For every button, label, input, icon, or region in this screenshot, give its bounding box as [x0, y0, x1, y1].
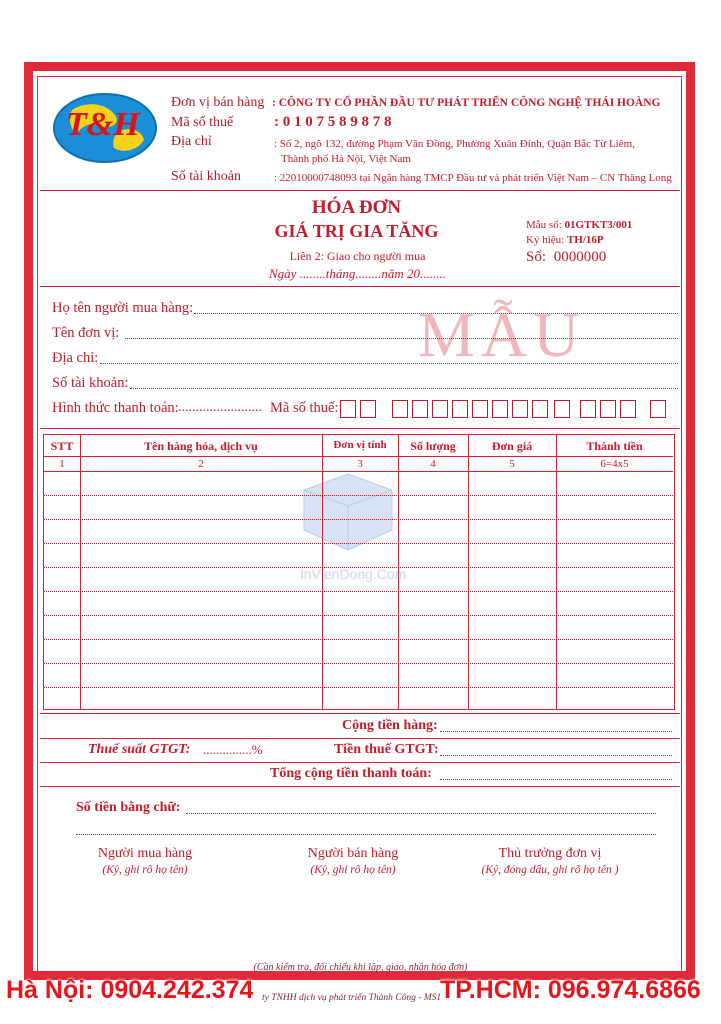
- seller-signature-title: Người bán hàng: [307, 846, 399, 861]
- buyer-unit-field[interactable]: [125, 338, 678, 339]
- vat-amount-label: Tiền thuế GTGT:: [334, 742, 439, 757]
- buyer-account-label: Số tài khoản:: [52, 375, 129, 391]
- subtotal-label: Cộng tiền hàng:: [342, 718, 438, 733]
- tax-digit-box[interactable]: [492, 400, 508, 418]
- totals-top-line: [40, 713, 680, 714]
- tax-digit-box[interactable]: [452, 400, 468, 418]
- tax-digit-box[interactable]: [512, 400, 528, 418]
- seller-account-label: Số tài khoản: [171, 169, 241, 184]
- symbol-value: TH/16P: [566, 234, 604, 246]
- company-logo: [52, 92, 158, 164]
- amount-words-field-2[interactable]: [76, 834, 656, 835]
- index-amount: 6=4x5: [600, 458, 629, 470]
- hanoi-phone: Hà Nội: 0904.242.374: [6, 976, 254, 1004]
- invoice-number-value: 0000000: [553, 249, 607, 265]
- seller-address-line1: : Số 2, ngõ 132, đường Phạm Văn Đồng, Phường Xuân Đỉnh, Quận Bắc Từ Liêm,: [274, 138, 635, 150]
- payment-method-field[interactable]: ........................: [178, 400, 262, 415]
- vat-amount-field[interactable]: [440, 755, 672, 756]
- vat-rate-label: Thuế suất GTGT:: [88, 742, 191, 757]
- symbol: [526, 234, 604, 246]
- index-unit: 3: [357, 458, 363, 470]
- col-line: [556, 435, 557, 709]
- table-row[interactable]: [44, 519, 673, 520]
- vat-rate-field[interactable]: ...............%: [203, 742, 263, 757]
- tax-digit-box[interactable]: [412, 400, 428, 418]
- table-row[interactable]: [44, 615, 673, 616]
- subtotal-field[interactable]: [440, 731, 672, 732]
- table-row[interactable]: [44, 495, 673, 496]
- logo-text: T&H: [66, 106, 140, 143]
- form-number: [526, 219, 632, 231]
- amount-words-field[interactable]: [186, 813, 656, 814]
- tax-digit-box[interactable]: [620, 400, 636, 418]
- buyer-address-field[interactable]: [100, 363, 678, 364]
- table-row[interactable]: [44, 663, 673, 664]
- tax-digit-box[interactable]: [360, 400, 376, 418]
- col-line: [80, 435, 81, 709]
- totals-line-3: [40, 762, 680, 763]
- seller-tax-code: : 0 1 0 7 5 8 9 8 7 8: [274, 114, 392, 130]
- hcm-phone: TP.HCM: 096.974.6866: [440, 976, 701, 1004]
- table-index-line: [44, 471, 673, 472]
- invoice-copy-note: Liên 2: Giao cho người mua: [289, 249, 426, 263]
- printer-credit: ty TNHH dịch vụ phát triển Thành Công - MS1: [262, 993, 442, 1003]
- header-unit: Đơn vị tính: [333, 439, 387, 451]
- buyer-divider: [40, 428, 680, 429]
- watermark-site: InVienDong.Com: [300, 566, 407, 582]
- buyer-unit-label: Tên đơn vị:: [52, 325, 120, 341]
- table-header-line: [44, 456, 673, 457]
- tax-digit-box[interactable]: [650, 400, 666, 418]
- watermark-mau: MẪU: [418, 299, 586, 370]
- head-signature-title: Thủ trưởng đơn vị: [498, 846, 602, 861]
- seller-tax-label: Mã số thuế: [171, 115, 234, 130]
- buyer-tax-label: Mã số thuế:: [270, 400, 339, 416]
- header-stt: STT: [50, 439, 74, 453]
- header-goods: Tên hàng hóa, dịch vụ: [144, 439, 258, 453]
- invoice-subtitle: GIÁ TRỊ GIA TĂNG: [274, 221, 439, 241]
- buyer-signature-note: (Ký, ghi rõ họ tên): [102, 864, 188, 876]
- tax-digit-box[interactable]: [392, 400, 408, 418]
- footer-note: (Cần kiểm tra, đối chiếu khi lập, giao, nhận hóa đơn): [253, 962, 468, 973]
- invoice-number: [526, 249, 606, 266]
- index-stt: 1: [59, 458, 65, 470]
- tax-digit-box[interactable]: [554, 400, 570, 418]
- col-line: [468, 435, 469, 709]
- seller-account: : 22010000748093 tại Ngân hàng TMCP Đầu tư và phát triển Việt Nam – CN Thăng Long: [274, 172, 672, 184]
- tax-digit-box[interactable]: [472, 400, 488, 418]
- table-row[interactable]: [44, 687, 673, 688]
- seller-signature-note: (Ký, ghi rõ họ tên): [310, 864, 396, 876]
- tax-digit-box[interactable]: [600, 400, 616, 418]
- payment-method-label: Hình thức thanh toán:: [52, 400, 179, 416]
- totals-bottom-line: [40, 786, 680, 787]
- index-price: 5: [509, 458, 515, 470]
- index-quantity: 4: [430, 458, 436, 470]
- buyer-signature-title: Người mua hàng: [97, 846, 193, 861]
- seller-company-name: : CÔNG TY CỔ PHẦN ĐẦU TƯ PHÁT TRIỂN CÔNG NGHỆ THÁI HOÀNG: [272, 97, 661, 109]
- invoice-number-label: Số:: [526, 249, 547, 265]
- seller-address-line2: Thành phố Hà Nội, Việt Nam: [281, 153, 411, 165]
- form-number-value: 01GTKT3/001: [564, 219, 633, 231]
- goods-table: [43, 434, 675, 710]
- totals-line-2: [40, 738, 680, 739]
- table-row[interactable]: [44, 543, 673, 544]
- col-line: [398, 435, 399, 709]
- invoice-date: Ngày ........tháng........năm 20........: [269, 266, 446, 281]
- grand-total-label: Tổng cộng tiền thanh toán:: [270, 766, 432, 781]
- buyer-name-label: Họ tên người mua hàng:: [52, 300, 194, 316]
- seller-address-label: Địa chỉ: [171, 134, 212, 149]
- tax-digit-box[interactable]: [432, 400, 448, 418]
- buyer-account-field[interactable]: [130, 388, 678, 389]
- title-divider: [40, 286, 680, 287]
- grand-total-field[interactable]: [440, 779, 672, 780]
- buyer-tax-boxes[interactable]: [340, 400, 676, 420]
- seller-unit-label: Đơn vị bán hàng: [171, 95, 265, 110]
- header-price: Đơn giá: [491, 439, 533, 453]
- index-goods: 2: [198, 458, 204, 470]
- buyer-address-label: Địa chỉ:: [52, 350, 99, 366]
- col-line: [322, 435, 323, 709]
- table-row[interactable]: [44, 591, 673, 592]
- tax-digit-box[interactable]: [532, 400, 548, 418]
- invoice-title: HÓA ĐƠN: [311, 197, 402, 218]
- header-quantity: Số lượng: [410, 439, 456, 453]
- head-signature-note: (Ký, đóng dấu, ghi rõ họ tên ): [481, 864, 619, 876]
- header-divider: [40, 190, 680, 191]
- table-row[interactable]: [44, 567, 673, 568]
- amount-words-label: Số tiền bằng chữ:: [76, 800, 181, 815]
- form-number-label: Mẫu số:: [526, 219, 562, 231]
- tax-digit-box[interactable]: [580, 400, 596, 418]
- header-amount: Thành tiền: [586, 439, 643, 453]
- tax-digit-box[interactable]: [340, 400, 356, 418]
- table-row[interactable]: [44, 639, 673, 640]
- buyer-name-field[interactable]: [194, 313, 678, 314]
- symbol-label: Ký hiệu:: [526, 234, 565, 246]
